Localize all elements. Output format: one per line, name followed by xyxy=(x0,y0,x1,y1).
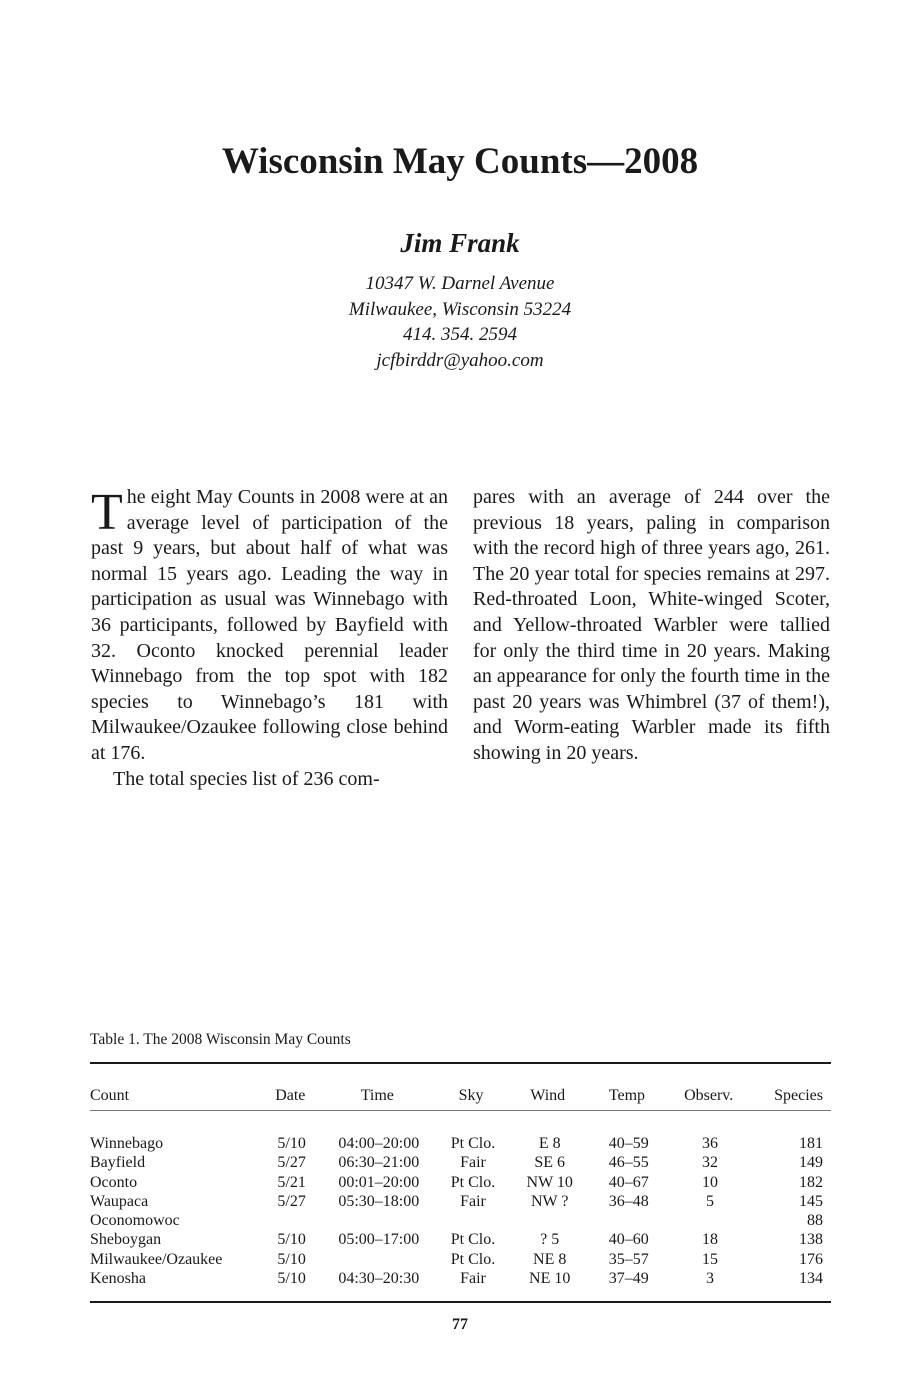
cell-observ: 36 xyxy=(701,1135,718,1152)
author-name: Jim Frank xyxy=(400,228,520,258)
cell-date: 5/27 xyxy=(277,1192,306,1210)
body-column-right xyxy=(473,485,830,767)
header-count: Count xyxy=(90,1087,130,1104)
cell-count: Sheboygan xyxy=(90,1231,162,1249)
cell-species: 138 xyxy=(799,1231,823,1249)
paragraph-1-text: he eight May Counts in 2008 were at an average level of participation of the past 9 years, but about half of what was normal 15 years ago. Leading the way in participation as usual was Winnebago with 36 participants, followed by Bayfield with 32. Oconto knocked perennial leader Winnebago from the top spot with 182 species to Winnebago’s 181 with Milwaukee/Ozaukee following close behind at 176. xyxy=(91,486,448,764)
author-address xyxy=(0,271,920,373)
cell-sky: Fair xyxy=(460,1154,486,1172)
cell-time: 04:30–20:30 xyxy=(338,1270,420,1288)
cell-sky: Pt Clo. xyxy=(450,1135,496,1152)
table-body xyxy=(90,1134,831,1288)
cell-wind xyxy=(513,1211,587,1230)
table-row xyxy=(90,1192,831,1211)
cell-observ: 32 xyxy=(701,1154,718,1172)
table-top-rule xyxy=(90,1062,831,1064)
header-time: Time xyxy=(360,1087,394,1104)
cell-wind: NE 10 xyxy=(529,1270,571,1288)
header-wind: Wind xyxy=(530,1087,566,1104)
cell-species: 182 xyxy=(799,1173,823,1191)
body-column-left xyxy=(91,485,448,792)
cell-count: Winnebago xyxy=(90,1135,164,1152)
cell-time: 06:30–21:00 xyxy=(338,1154,420,1172)
table-header xyxy=(90,1086,831,1105)
cell-observ: 18 xyxy=(701,1231,718,1249)
table-row xyxy=(90,1211,831,1230)
cell-date: 5/10 xyxy=(277,1135,306,1152)
cell-wind: NW ? xyxy=(530,1192,569,1210)
cell-date: 5/21 xyxy=(277,1173,306,1191)
address-phone: 414. 354. 2594 xyxy=(403,324,517,345)
address-street: 10347 W. Darnel Avenue xyxy=(365,273,555,294)
address-city: Milwaukee, Wisconsin 53224 xyxy=(348,298,572,320)
cell-count: Oconomowoc xyxy=(90,1212,180,1230)
table-header-row xyxy=(90,1086,831,1105)
cell-species: 145 xyxy=(799,1192,823,1210)
cell-count: Waupaca xyxy=(90,1192,149,1210)
drop-cap: T xyxy=(91,484,123,541)
cell-wind: E 8 xyxy=(538,1135,561,1152)
table-row xyxy=(90,1250,831,1269)
cell-species: 176 xyxy=(799,1250,823,1268)
header-observ: Observ. xyxy=(684,1087,734,1104)
cell-sky: Fair xyxy=(460,1192,486,1210)
cell-temp: 40–59 xyxy=(608,1135,649,1152)
cell-count: Milwaukee/Ozaukee xyxy=(90,1250,223,1268)
table-bottom-rule xyxy=(90,1301,831,1303)
cell-temp xyxy=(587,1211,671,1230)
cell-species: 88 xyxy=(807,1212,823,1230)
cell-sky: Fair xyxy=(460,1270,486,1288)
table-caption: Table 1. The 2008 Wisconsin May Counts xyxy=(90,1031,351,1048)
cell-date xyxy=(259,1211,324,1230)
cell-wind: ? 5 xyxy=(540,1231,560,1249)
cell-temp: 37–49 xyxy=(608,1270,649,1288)
body-paragraph-2-start: The total species list of 236 com- xyxy=(113,767,380,790)
cell-count: Oconto xyxy=(90,1173,138,1191)
cell-time: 04:00–20:00 xyxy=(338,1135,420,1152)
cell-time xyxy=(324,1250,433,1269)
table-row xyxy=(90,1173,831,1192)
cell-observ xyxy=(671,1211,749,1230)
cell-species: 134 xyxy=(799,1270,823,1288)
page-number: 77 xyxy=(452,1316,468,1333)
table-row xyxy=(90,1230,831,1249)
table-header-rule xyxy=(90,1110,831,1111)
table-row xyxy=(90,1153,831,1172)
header-temp: Temp xyxy=(608,1087,646,1104)
cell-count: Bayfield xyxy=(90,1154,146,1172)
cell-temp: 40–67 xyxy=(608,1173,649,1191)
table-row xyxy=(90,1269,831,1288)
header-species: Species xyxy=(774,1087,823,1104)
cell-sky: Pt Clo. xyxy=(450,1173,496,1191)
cell-date: 5/10 xyxy=(277,1231,306,1249)
cell-time xyxy=(324,1211,433,1230)
cell-temp: 36–48 xyxy=(608,1192,649,1210)
cell-time: 00:01–20:00 xyxy=(338,1173,420,1191)
cell-species: 181 xyxy=(799,1135,823,1152)
cell-time: 05:30–18:00 xyxy=(338,1192,420,1210)
address-email: jcfbirddr@yahoo.com xyxy=(376,349,544,371)
cell-temp: 46–55 xyxy=(608,1154,649,1172)
cell-sky: Pt Clo. xyxy=(450,1250,496,1268)
cell-temp: 40–60 xyxy=(608,1231,649,1249)
counts-table xyxy=(90,1134,831,1288)
body-paragraph-2-continued: pares with an average of 244 over the previous 18 years, paling in comparison with the record high of three years ago, 261. The 20 year total for species remains at 297. Red-throated Loon, White-winged Scoter, and Yellow-throated Warbler were tallied for only the third time in 20 years. Making an appearance for only the fourth time in the past 20 years was Whimbrel (37 of them!), and Worm-eating Warbler made its fifth showing in 20 years. xyxy=(473,486,830,764)
header-date: Date xyxy=(275,1087,306,1104)
cell-observ: 5 xyxy=(705,1192,714,1210)
body-paragraph-1 xyxy=(91,485,448,767)
article-title: Wisconsin May Counts—2008 xyxy=(221,141,699,182)
cell-date: 5/27 xyxy=(277,1154,306,1172)
cell-observ: 10 xyxy=(701,1173,718,1191)
cell-date: 5/10 xyxy=(277,1270,306,1288)
table-row xyxy=(90,1134,831,1153)
cell-wind: SE 6 xyxy=(534,1154,566,1172)
cell-wind: NE 8 xyxy=(533,1250,567,1268)
cell-observ: 15 xyxy=(701,1250,718,1268)
cell-date: 5/10 xyxy=(277,1250,306,1268)
header-sky: Sky xyxy=(458,1087,484,1104)
cell-observ: 3 xyxy=(705,1270,714,1288)
cell-sky: Pt Clo. xyxy=(450,1231,496,1249)
cell-sky xyxy=(433,1211,512,1230)
cell-count: Kenosha xyxy=(90,1270,146,1288)
cell-temp: 35–57 xyxy=(608,1250,649,1268)
cell-species: 149 xyxy=(799,1154,823,1172)
cell-time: 05:00–17:00 xyxy=(338,1231,420,1249)
cell-wind: NW 10 xyxy=(526,1173,573,1191)
